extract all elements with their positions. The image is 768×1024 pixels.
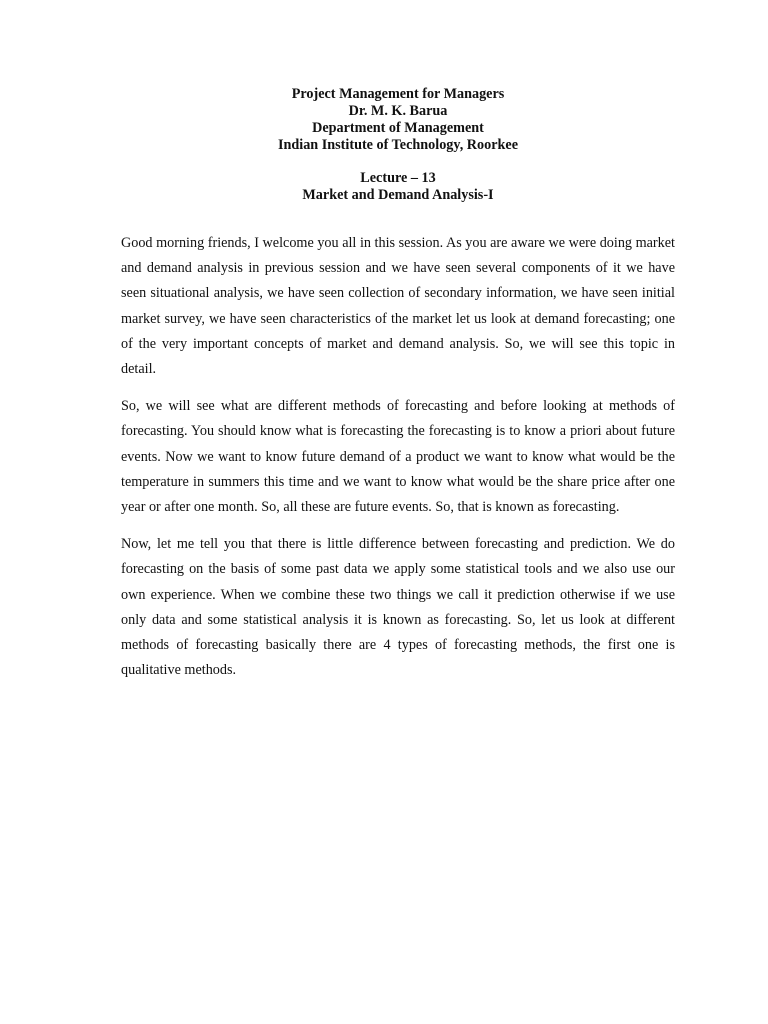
document-header — [121, 86, 675, 204]
body-text — [121, 231, 675, 683]
department-name: Department of Management — [312, 120, 484, 136]
instructor-name: Dr. M. K. Barua — [348, 103, 448, 119]
lecture-heading — [121, 170, 675, 204]
document-page — [121, 86, 675, 695]
paragraph: Good morning friends, I welcome you all in this session. As you are aware we were doing market and demand analysis in previous session and we have seen several components of it we have seen situational analysis, we have seen collection of secondary information, we have seen initial market survey, we have seen characteristics of the market let us look at demand forecasting; one of the very important concepts of market and demand analysis. So, we will see this topic in detail. — [121, 235, 675, 378]
paragraph: Now, let me tell you that there is little difference between forecasting and prediction. We do forecasting on the basis of some past data we apply some statistical tools and we also use our own experience. When we combine these two things we call it prediction otherwise if we use only data and some statistical analysis it is known as forecasting. So, let us look at different methods of forecasting basically there are 4 types of forecasting methods, the first one is qualitative methods. — [121, 536, 675, 679]
lecture-title: Market and Demand Analysis-I — [302, 187, 494, 203]
institute-name: Indian Institute of Technology, Roorkee — [277, 137, 519, 153]
course-title: Project Management for Managers — [291, 86, 505, 102]
paragraph: So, we will see what are different methods of forecasting and before looking at methods of forecasting. You should know what is forecasting the forecasting is to know a priori about future events. Now we want to know future demand of a product we want to know what would be the temperature in summers this time and we want to know what would be the share price after one year or after one month. So, all these are future events. So, that is known as forecasting. — [121, 398, 675, 516]
lecture-number: Lecture – 13 — [360, 170, 436, 186]
